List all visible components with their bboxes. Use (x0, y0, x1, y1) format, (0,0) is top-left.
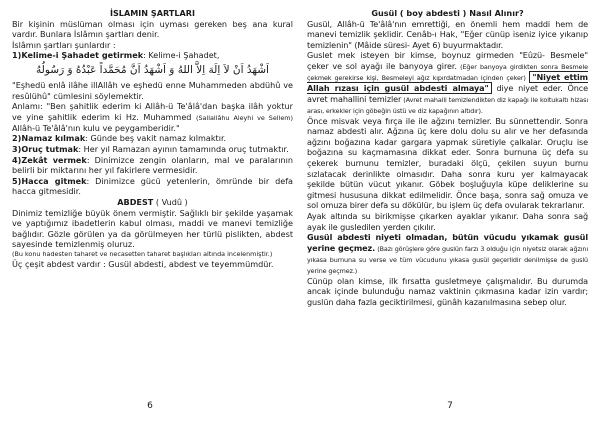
niyet-rest: diye niyet eder. Önce avret mahallini temizler (307, 82, 588, 104)
right-page-title: Gusül ( boy abdesti ) Nasıl Alınır? (371, 8, 524, 18)
meaning-small: (Sallallâhu Aleyhi ve Sellem) (195, 113, 293, 122)
meaning-paragraph (12, 101, 293, 133)
item-hac (12, 176, 293, 197)
abdest-sub: ( Vudû ) (153, 196, 188, 207)
left-page-title: İSLAMIN ŞARTLARI (109, 8, 196, 18)
item1-label: 1)Kelime-i Şahadet getirmek (12, 50, 144, 61)
list-intro: İslâmın şartları şunlardır : (12, 39, 116, 50)
abdest-note: (Bu konu hadesten taharet ve necasetten taharet başlıkları altında incelenmiştir.) (12, 249, 273, 258)
item2-label: 2)Namaz kılmak (12, 133, 86, 144)
gusul-entry (307, 50, 588, 115)
abdest-paragraph: Dinimiz temizliğe büyük önem vermiştir. Sağlıklı bir şekilde yaşamak ve yaptığımız ibadetlerin kabul olması, maddi ve manevi temizliğe bağlıdır. Gözle görülen ya da görülmeyen her türlü pislikten, abdest sayesinde temizlenmiş oluruz. (12, 207, 293, 250)
arabic-shahada: اَشْهَدُ اَنْ لاَ اِلَهَ اِلاَّ اللهُ وَ اَشْهَدُ اَنَّ مُحَمَّداً عَبْدُهُ وَ رَسُولُهُ (36, 63, 269, 76)
entry-text: Guslet mek isteyen bir kimse, boynuz girmeden "Eûzü- Besmele" çeker ve sol ayağı ile banyoya girer. (307, 50, 588, 71)
gusul-intro: Gusül, Allâh-ü Te'âlâ'nın emrettiği, en önemli hem maddi hem de manevi temizlik şeklidir. Cenâb-ı Hak, "Eğer cünüp iseniz iyice yıkanıp temizlenin" (Mâide süresi- Ayet 6) buyurmaktadır. (307, 18, 588, 50)
avret-note: (Avret mahalli temizlendikten diz kapağı ile koltukaltı hizası arası, erkekler için göbeğin üstü ve diz kapağının altıdır). (307, 95, 588, 115)
right-page (300, 0, 600, 423)
intro-paragraph: Bir kişinin müslüman olması için uyması gereken beş ana kural vardır. Bunlara İslâmın şartları denir. (12, 18, 293, 40)
abdest-title: ABDEST (117, 196, 154, 207)
eshedu-paragraph: "Eşhedü enlâ ilâhe illAllâh ve eşhedü enne Muhammeden abdühû ve resûlühû" cümlesini söylemektir. (12, 79, 293, 101)
item3-label: 3)Oruç tutmak (12, 143, 79, 154)
left-page-number: 6 (147, 401, 153, 411)
item5-text: : Dinimizce gücü yetenlerin, ömründe bir defa hacca gitmesidir. (12, 175, 294, 197)
item-kelime-i-sahadet (12, 50, 293, 61)
item4-text: : Dinimizce zengin olanların, mal ve paralarının belirli bir miktarını her yıl fakirlere vermesidir. (12, 154, 293, 176)
gusul-exit: Ayak altında su birikmişse çıkarken ayaklar yıkanır. Daha sonra sağ ayak ile gusledilen yerden çıkılır. (307, 210, 588, 232)
item5-label: 5)Hacca gitmek (12, 175, 87, 186)
item3-text: : Her yıl Ramazan ayının tamamında oruç tutmaktır. (78, 143, 289, 154)
abdest-types: Üç çeşit abdest vardır : Gusül abdesti, abdest ve teyemmümdür. (12, 258, 274, 269)
item-zekat (12, 155, 293, 176)
item2-text: : Günde beş vakit namaz kılmaktır. (85, 133, 227, 144)
warning-bold: Gusül abdesti niyeti olmadan, bütün vücudu yıkamak gusül yerine geçmez. (307, 232, 588, 253)
item-oruc (12, 144, 293, 155)
item1-text: : Kelime-i Şahadet, (143, 50, 220, 61)
meaning-main: Anlamı: "Ben şahitlik ederim ki Allâh-ü Te'âlâ'dan başka ilâh yoktur ve yine şahitlik ederim ki Hz. Muhammed (12, 101, 293, 122)
gusul-steps: Önce misvak veya fırça ile ile ağzını temizler. Bu sünnettendir. Sonra namaz abdesti alır. Ağzına üç kere dolu dolu su alır ve her defasında ağzını boğazına kadar gargara yapmak süretiyle çalkalar. Oruçlu ise boğazına su kaçmamasına dikkat eder. Sonra burnuna üç defa su çekerek burnunu temizler, buradaki ölçü, çekilen suyun burnu sızlatacak derinlikte olmasıdır. Daha sonra kuru yer kalmayacak şekilde bütün vücut yıkanır. Göbek boşluğuyla küpe deliklerine su gitmesi hususuna dikkat edilmelidir. Önce başa, sonra sağ omuza ve sol omuza birer defa su dökülür, bu işlem üç defa ovularak tekrarlanır. (307, 115, 588, 211)
meaning-end: Allâh-ü Te'âlâ'nın kulu ve peygamberidir." (12, 122, 180, 133)
item-namaz (12, 133, 293, 144)
niyet-phrase: "Niyet ettim Allah rızası için gusül abdesti almaya" (307, 71, 588, 93)
abdest-heading (12, 197, 293, 208)
item4-label: 4)Zekât vermek (12, 154, 87, 165)
entry-note: (Eğer banyoya girdikten sonra Besmele çekmek gerekirse kişi, Besmeleyi ağız kıpırdatmadan içinden çeker) (307, 62, 588, 82)
gusul-warning (307, 232, 588, 276)
gusul-cunup: Cünüp olan kimse, ilk fırsatta gusletmeye çalışmalıdır. Bu durumda ancak içinde bulunduğu namaz vaktinin çıkmasına kadar izin vardır; guslün daha fazla geciktirilmesi, günâh kazanılmasına sebep olur. (307, 275, 588, 307)
right-page-number: 7 (447, 401, 453, 411)
warning-note: (Bazı görüşlere göre guslün farzı 3 olduğu için niyetsiz olarak ağzını yıkasa burnuna su verse ve tüm vücudunu yıkasa gusül geçerlidir denilmişse de guslü yerine geçmez.) (307, 244, 588, 275)
